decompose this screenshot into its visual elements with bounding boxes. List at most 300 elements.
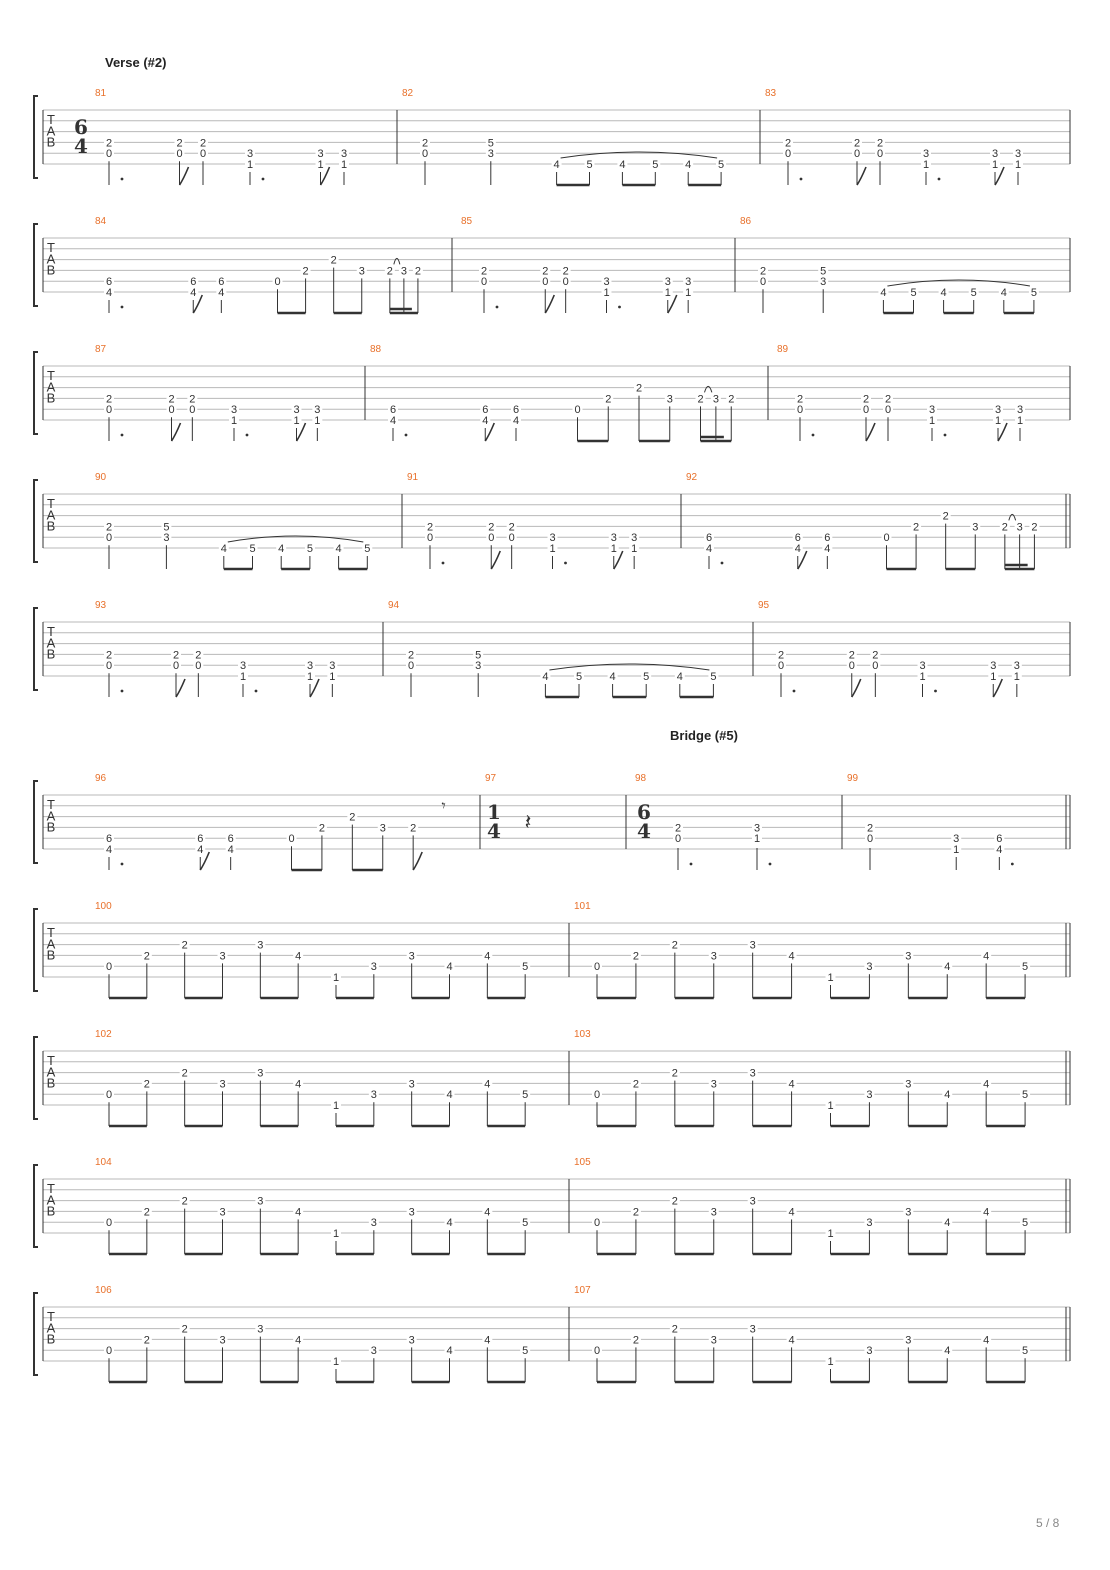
tab-clef-letter: T: [47, 1053, 55, 1069]
fret-number: 0: [105, 148, 113, 161]
tab-clef-letter: B: [46, 1331, 56, 1347]
fret-number: 3: [408, 1078, 415, 1091]
fret-number: 1: [827, 1228, 834, 1240]
time-signature-bottom: 4: [637, 819, 651, 844]
fret-number: 2: [143, 1078, 150, 1091]
fret-number: 2: [318, 822, 325, 835]
measure-number: 81: [95, 88, 107, 99]
fret-number: 2: [671, 1195, 678, 1208]
fret-number: 4: [788, 1206, 795, 1219]
duration-dot: [496, 306, 499, 309]
fret-number: 3: [710, 1078, 717, 1091]
fret-number: 1: [685, 287, 692, 299]
fret-number: 0: [777, 660, 785, 673]
eighth-flag: [866, 423, 875, 441]
tab-system: [34, 781, 1070, 870]
fret-number: 3: [685, 276, 692, 289]
tab-system: [34, 1293, 1070, 1382]
duration-dot: [246, 434, 249, 437]
fret-number: 2: [1031, 521, 1038, 534]
fret-number: 2: [199, 137, 207, 150]
eighth-flag: [545, 295, 554, 313]
fret-number: 4: [788, 1334, 795, 1347]
fret-number: 0: [172, 660, 180, 673]
fret-number: 4: [609, 671, 616, 683]
fret-number: 0: [195, 660, 202, 673]
tab-clef-letter: T: [47, 368, 55, 384]
fret-number: 2: [143, 1206, 150, 1219]
fret-number: 5: [522, 1345, 529, 1358]
fret-number: 0: [105, 961, 113, 974]
fret-number: 5: [718, 159, 725, 171]
measure-number: 93: [95, 600, 107, 611]
fret-number: 3: [257, 1323, 264, 1336]
duration-dot: [938, 178, 941, 181]
measure-number: 99: [847, 773, 859, 784]
fret-number: 3: [246, 148, 254, 161]
fret-number: 3: [379, 822, 386, 835]
fret-number: 2: [632, 1334, 639, 1347]
fret-number: 0: [853, 148, 861, 161]
fret-number: 4: [705, 543, 713, 555]
fret-number: 1: [549, 543, 556, 555]
fret-number: 0: [796, 404, 804, 417]
fret-number: 3: [972, 521, 979, 534]
fret-number: 3: [370, 1217, 377, 1230]
fret-number: 4: [944, 961, 951, 974]
duration-dot: [121, 178, 124, 181]
fret-number: 1: [293, 415, 300, 427]
fret-number: 3: [994, 404, 1002, 417]
fret-number: 0: [274, 276, 281, 289]
fret-number: 0: [883, 532, 890, 545]
tab-clef-letter: T: [47, 624, 55, 640]
fret-number: 3: [370, 961, 377, 974]
fret-number: 6: [197, 833, 204, 846]
fret-number: 1: [922, 159, 930, 171]
fret-number: 2: [302, 265, 309, 278]
fret-number: 1: [1013, 671, 1020, 683]
fret-number: 3: [306, 660, 314, 673]
fret-number: 4: [190, 287, 197, 299]
fret-number: 3: [631, 532, 638, 545]
fret-number: 3: [340, 148, 348, 161]
eighth-flag: [413, 852, 422, 870]
system-bracket: [34, 1293, 38, 1375]
fret-number: 0: [105, 1345, 113, 1358]
fret-number: 4: [880, 287, 887, 299]
fret-number: 2: [671, 1323, 678, 1336]
fret-number: 2: [542, 265, 549, 278]
fret-number: 5: [249, 543, 256, 555]
fret-number: 6: [105, 833, 113, 846]
fret-number: 0: [872, 660, 879, 673]
duration-dot: [769, 863, 772, 866]
fret-number: 2: [508, 521, 515, 534]
fret-number: 0: [593, 1089, 601, 1102]
fret-number: 3: [314, 404, 321, 417]
fret-number: 3: [866, 1345, 873, 1358]
measure-number: 97: [485, 773, 497, 784]
fret-number: 2: [488, 521, 495, 534]
fret-number: 3: [293, 404, 300, 417]
fret-number: 0: [848, 660, 855, 673]
fret-number: 0: [488, 532, 495, 545]
fret-number: 2: [189, 393, 196, 406]
fret-number: 2: [330, 254, 337, 267]
tab-clef-letter: A: [46, 251, 56, 267]
fret-number: 3: [710, 950, 717, 963]
fret-number: 4: [295, 950, 302, 963]
fret-number: 4: [983, 1078, 990, 1091]
fret-number: 6: [794, 532, 801, 545]
measure-number: 84: [95, 216, 107, 227]
fret-number: 3: [866, 1089, 873, 1102]
fret-number: 6: [105, 276, 113, 289]
fret-number: 3: [710, 1334, 717, 1347]
fret-number: 1: [246, 159, 254, 171]
fret-number: 4: [218, 287, 225, 299]
fret-number: 3: [820, 276, 827, 289]
fret-number: 4: [389, 415, 397, 427]
tab-system: [34, 909, 1070, 998]
fret-number: 0: [426, 532, 434, 545]
fret-number: 4: [482, 415, 489, 427]
duration-dot: [800, 178, 803, 181]
fret-number: 3: [922, 148, 930, 161]
duration-dot: [618, 306, 621, 309]
fret-number: 2: [105, 521, 113, 534]
measure-number: 92: [686, 472, 698, 483]
fret-number: 5: [575, 671, 583, 683]
fret-number: 4: [983, 950, 990, 963]
fret-number: 2: [697, 393, 704, 406]
fret-number: 0: [862, 404, 870, 417]
fret-number: 4: [983, 1206, 990, 1219]
tab-clef-letter: A: [46, 1064, 56, 1080]
fret-number: 2: [195, 649, 202, 662]
fret-number: 3: [919, 660, 926, 673]
fret-number: 3: [219, 950, 226, 963]
fret-number: 4: [788, 950, 795, 963]
measure-number: 102: [95, 1029, 112, 1040]
eighth-flag: [852, 679, 861, 697]
fret-number: 0: [784, 148, 792, 161]
tab-clef-letter: B: [46, 1203, 56, 1219]
fret-number: 0: [189, 404, 196, 417]
tab-system: [34, 1165, 1070, 1254]
fret-number: 0: [562, 276, 569, 289]
fret-number: 1: [340, 159, 348, 171]
fret-number: 4: [553, 159, 560, 171]
fret-number: 3: [408, 950, 415, 963]
fret-number: 0: [508, 532, 515, 545]
eighth-flag: [172, 423, 181, 441]
fret-number: 0: [884, 404, 892, 417]
duration-dot: [262, 178, 265, 181]
tab-clef-letter: B: [46, 518, 56, 534]
system-bracket: [34, 1037, 38, 1119]
fret-number: 3: [953, 833, 960, 846]
fret-number: 3: [230, 404, 238, 417]
fret-number: 3: [1016, 404, 1024, 417]
fret-number: 2: [349, 811, 356, 824]
fret-number: 2: [784, 137, 792, 150]
fret-number: 4: [220, 543, 227, 555]
fret-number: 3: [866, 961, 873, 974]
fret-number: 3: [1016, 521, 1023, 534]
fret-number: 0: [168, 404, 175, 417]
fret-number: 0: [574, 404, 581, 417]
tab-clef-letter: B: [46, 819, 56, 835]
system-bracket: [34, 96, 38, 178]
fret-number: 4: [484, 1206, 491, 1219]
fret-number: 4: [295, 1334, 302, 1347]
tab-system: [34, 224, 1070, 313]
fret-number: 4: [446, 961, 453, 974]
eighth-flag: [176, 679, 185, 697]
fret-number: 2: [407, 649, 415, 662]
fret-number: 6: [218, 276, 225, 289]
fret-number: 5: [970, 287, 977, 299]
fret-number: 1: [314, 415, 321, 427]
system-bracket: [34, 480, 38, 562]
fret-number: 2: [671, 1067, 678, 1080]
tab-clef-letter: A: [46, 379, 56, 395]
fret-number: 1: [991, 159, 999, 171]
measure-number: 82: [402, 88, 414, 99]
tab-clef-letter: T: [47, 797, 55, 813]
page-number: 5 / 8: [1036, 1516, 1060, 1530]
measure-number: 91: [407, 472, 419, 483]
fret-number: 2: [181, 1067, 188, 1080]
fret-number: 4: [824, 543, 831, 555]
fret-number: 2: [176, 137, 183, 150]
duration-dot: [121, 434, 124, 437]
tab-system: [34, 608, 1070, 697]
eighth-rest: 𝄾: [441, 798, 446, 816]
tab-clef-letter: A: [46, 808, 56, 824]
fret-number: 2: [168, 393, 175, 406]
fret-number: 2: [671, 939, 678, 952]
fret-number: 3: [603, 276, 610, 289]
fret-number: 5: [910, 287, 917, 299]
fret-number: 4: [227, 844, 234, 856]
tab-system: [34, 1037, 1070, 1126]
eighth-flag: [857, 167, 866, 185]
fret-number: 0: [105, 1089, 113, 1102]
fret-number: 2: [1001, 521, 1008, 534]
fret-number: 3: [219, 1334, 226, 1347]
fret-number: 4: [1000, 287, 1007, 299]
system-bracket: [34, 224, 38, 306]
fret-number: 0: [199, 148, 207, 161]
fret-number: 2: [759, 265, 767, 278]
fret-number: 4: [944, 1345, 951, 1358]
duration-dot: [121, 306, 124, 309]
duration-dot: [721, 562, 724, 565]
fret-number: 1: [919, 671, 926, 683]
fret-number: 3: [664, 276, 671, 289]
fret-number: 2: [777, 649, 785, 662]
fret-number: 1: [317, 159, 324, 171]
fret-number: 0: [542, 276, 549, 289]
fret-number: 4: [788, 1078, 795, 1091]
tab-clef-letter: A: [46, 123, 56, 139]
fret-number: 1: [239, 671, 247, 683]
section-label-bridge: Bridge (#5): [670, 728, 738, 743]
fret-number: 4: [295, 1078, 302, 1091]
fret-number: 6: [705, 532, 713, 545]
fret-number: 1: [827, 972, 834, 984]
fret-number: 3: [990, 660, 997, 673]
fret-number: 0: [105, 532, 113, 545]
fret-number: 4: [446, 1217, 453, 1230]
measure-number: 90: [95, 472, 107, 483]
fret-number: 5: [1022, 1345, 1029, 1358]
fret-number: 2: [884, 393, 892, 406]
measure-number: 96: [95, 773, 107, 784]
tab-clef-letter: B: [46, 390, 56, 406]
duration-dot: [405, 434, 408, 437]
fret-number: 4: [446, 1345, 453, 1358]
fret-number: 2: [386, 265, 393, 278]
fret-number: 2: [848, 649, 855, 662]
duration-dot: [934, 690, 937, 693]
fret-number: 3: [866, 1217, 873, 1230]
fret-number: 4: [484, 1078, 491, 1091]
fret-number: 6: [996, 833, 1003, 846]
duration-dot: [442, 562, 445, 565]
fret-number: 3: [329, 660, 336, 673]
fret-number: 2: [410, 822, 417, 835]
fret-number: 2: [181, 939, 188, 952]
fret-number: 1: [827, 1100, 834, 1112]
fret-number: 3: [370, 1345, 377, 1358]
fret-number: 2: [105, 137, 113, 150]
duration-dot: [793, 690, 796, 693]
measure-number: 86: [740, 216, 752, 227]
fret-number: 5: [487, 137, 494, 150]
fret-number: 2: [632, 1078, 639, 1091]
fret-number: 3: [257, 1067, 264, 1080]
fret-number: 3: [257, 939, 264, 952]
fret-number: 3: [408, 1334, 415, 1347]
fret-number: 0: [288, 833, 295, 846]
fret-number: 3: [749, 939, 756, 952]
fret-number: 1: [664, 287, 671, 299]
fret-number: 2: [872, 649, 879, 662]
fret-number: 4: [542, 671, 549, 683]
fret-number: 5: [586, 159, 593, 171]
fret-number: 3: [991, 148, 999, 161]
fret-number: 3: [610, 532, 617, 545]
fret-number: 6: [389, 404, 397, 417]
fret-number: 3: [666, 393, 673, 406]
fret-number: 2: [181, 1195, 188, 1208]
fret-number: 5: [364, 543, 371, 555]
measure-number: 104: [95, 1157, 112, 1168]
fret-number: 2: [942, 510, 949, 523]
fret-number: 4: [619, 159, 626, 171]
measure-number: 85: [461, 216, 473, 227]
fret-number: 1: [329, 671, 336, 683]
fret-number: 5: [306, 543, 313, 555]
fret-number: 5: [522, 961, 529, 974]
fret-number: 4: [944, 1089, 951, 1102]
fret-number: 4: [512, 415, 520, 427]
tab-clef-letter: T: [47, 240, 55, 256]
time-signature-bottom: 4: [487, 819, 501, 844]
tab-clef-letter: T: [47, 1309, 55, 1325]
fret-number: 0: [105, 660, 113, 673]
fret-number: 5: [1030, 287, 1037, 299]
fret-number: 3: [408, 1206, 415, 1219]
measure-number: 105: [574, 1157, 591, 1168]
tab-clef-letter: A: [46, 507, 56, 523]
fret-number: 2: [426, 521, 434, 534]
fret-number: 5: [522, 1217, 529, 1230]
measure-number: 83: [765, 88, 777, 99]
fret-number: 0: [593, 961, 601, 974]
fret-number: 3: [753, 822, 761, 835]
fret-number: 4: [197, 844, 204, 856]
duration-dot: [255, 690, 258, 693]
system-bracket: [34, 608, 38, 690]
fret-number: 3: [749, 1067, 756, 1080]
fret-number: 0: [480, 276, 488, 289]
fret-number: 4: [484, 950, 491, 963]
fret-number: 6: [190, 276, 197, 289]
fret-number: 3: [400, 265, 407, 278]
fret-number: 0: [674, 833, 682, 846]
fret-number: 5: [522, 1089, 529, 1102]
fret-number: 2: [876, 137, 884, 150]
fret-number: 0: [593, 1345, 601, 1358]
fret-number: 1: [953, 844, 960, 856]
fret-number: 3: [905, 1078, 912, 1091]
fret-number: 0: [407, 660, 415, 673]
tab-clef-letter: B: [46, 1075, 56, 1091]
tab-clef-letter: A: [46, 1320, 56, 1336]
fret-number: 1: [928, 415, 936, 427]
time-signature-top: 1: [487, 799, 501, 824]
fret-number: 2: [143, 950, 150, 963]
measure-number: 95: [758, 600, 770, 611]
duration-dot: [1011, 863, 1014, 866]
fret-number: 3: [219, 1078, 226, 1091]
fret-number: 6: [482, 404, 489, 417]
time-signature-top: 6: [74, 114, 88, 139]
tab-clef-letter: A: [46, 635, 56, 651]
fret-number: 5: [820, 265, 827, 278]
fret-number: 3: [749, 1323, 756, 1336]
tab-clef-letter: A: [46, 1192, 56, 1208]
tab-system: [34, 96, 1070, 185]
fret-number: 1: [332, 1228, 340, 1240]
fret-number: 3: [1013, 660, 1020, 673]
fret-number: 0: [105, 1217, 113, 1230]
fret-number: 5: [1022, 961, 1029, 974]
duration-dot: [944, 434, 947, 437]
system-bracket: [34, 1165, 38, 1247]
tab-clef-letter: A: [46, 936, 56, 952]
fret-number: 3: [219, 1206, 226, 1219]
fret-number: 4: [996, 844, 1003, 856]
tab-clef-letter: B: [46, 947, 56, 963]
fret-number: 5: [1022, 1217, 1029, 1230]
fret-number: 2: [674, 822, 682, 835]
